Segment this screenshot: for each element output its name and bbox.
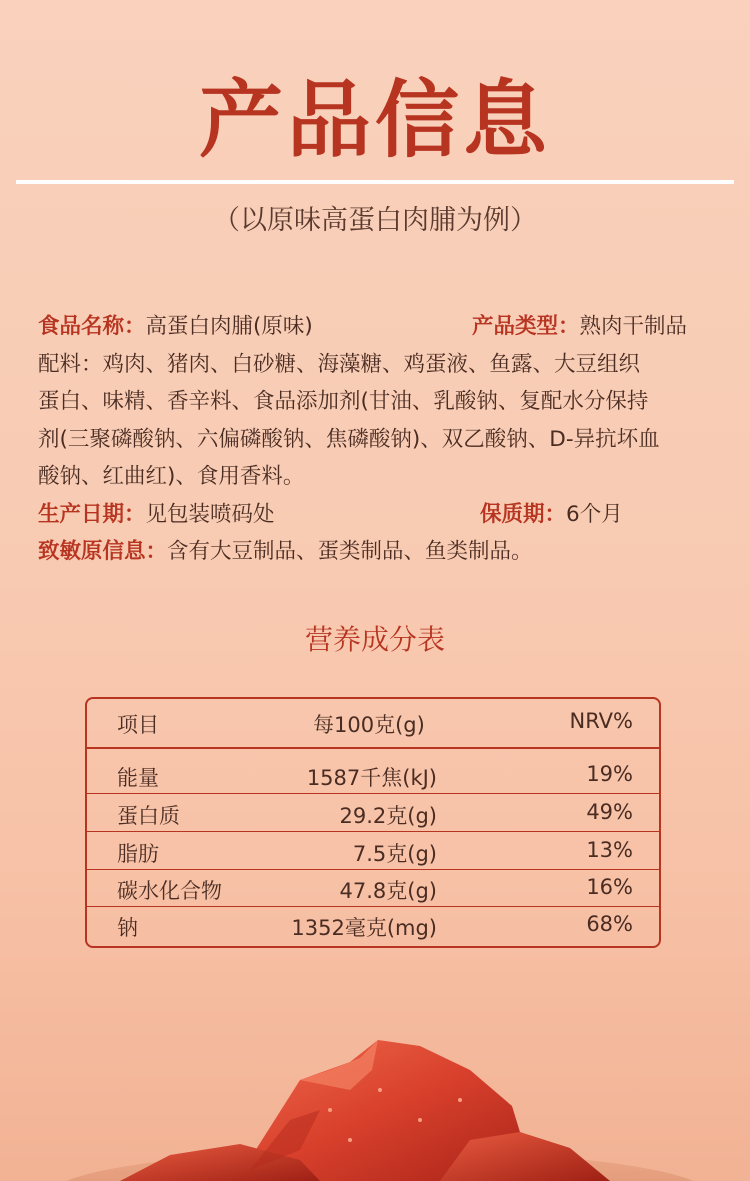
row-value: 1587千焦(kJ) [306, 766, 437, 790]
row-nrv: 16% [586, 875, 633, 899]
allergen-value: 含有大豆制品、蛋类制品、鱼类制品。 [167, 539, 533, 564]
info-row-allergen [38, 533, 728, 571]
date-label: 生产日期： [38, 501, 146, 527]
row-nrv: 49% [586, 800, 633, 824]
shelf-value: 6个月 [566, 501, 623, 527]
name-value: 高蛋白肉脯(原味) [145, 314, 313, 339]
row-value: 29.2克(g) [339, 804, 437, 828]
row-item: 脂肪 [117, 842, 159, 866]
row-item: 碳水化合物 [117, 879, 222, 903]
shelf-field [480, 496, 623, 534]
type-label: 产品类型： [472, 314, 580, 339]
page-subtitle: （以原味高蛋白肉脯为例） [213, 205, 537, 236]
ingredients-line-1: 配料：鸡肉、猪肉、白砂糖、海藻糖、鸡蛋液、鱼露、大豆组织 [38, 351, 641, 377]
row-nrv: 13% [586, 838, 633, 862]
page-title: 产品信息 [198, 71, 551, 169]
title-divider [16, 180, 734, 184]
header-divider [87, 747, 659, 749]
product-info [38, 308, 728, 571]
info-row-date-shelf [38, 496, 728, 534]
nutrition-title: 营养成分表 [304, 623, 445, 656]
header-per-100g: 每100克(g) [313, 713, 425, 737]
info-row-name-type [38, 308, 728, 346]
header-nrv: NRV% [569, 709, 633, 733]
shelf-label: 保质期： [480, 501, 567, 527]
row-item: 钠 [117, 916, 138, 940]
type-value: 熟肉干制品 [579, 314, 688, 339]
date-value: 见包装喷码处 [145, 501, 275, 527]
type-field [472, 308, 687, 346]
name-label: 食品名称： [38, 314, 146, 339]
row-divider [87, 831, 659, 832]
row-divider [87, 869, 659, 870]
row-divider [87, 906, 659, 907]
row-item: 能量 [117, 766, 159, 790]
jerky-photo [0, 1020, 750, 1181]
ingredients-line-3: 剂(三聚磷酸钠、六偏磷酸钠、焦磷酸钠)、双乙酸钠、D-异抗坏血 [38, 426, 660, 452]
row-nrv: 68% [586, 912, 633, 936]
row-divider [87, 793, 659, 794]
row-value: 1352毫克(mg) [291, 916, 437, 940]
row-value: 7.5克(g) [352, 842, 437, 866]
row-value: 47.8克(g) [339, 879, 437, 903]
nutrition-table [85, 697, 661, 948]
ingredients-line-2: 蛋白、味精、香辛料、食品添加剂(甘油、乳酸钠、复配水分保持 [38, 389, 649, 414]
allergen-label: 致敏原信息： [38, 539, 168, 564]
row-item: 蛋白质 [117, 804, 180, 828]
header-item: 项目 [117, 713, 159, 737]
jerky-illustration [0, 1020, 750, 1181]
row-nrv: 19% [586, 762, 633, 786]
ingredients-line-4: 酸钠、红曲红)、食用香料。 [38, 464, 305, 489]
